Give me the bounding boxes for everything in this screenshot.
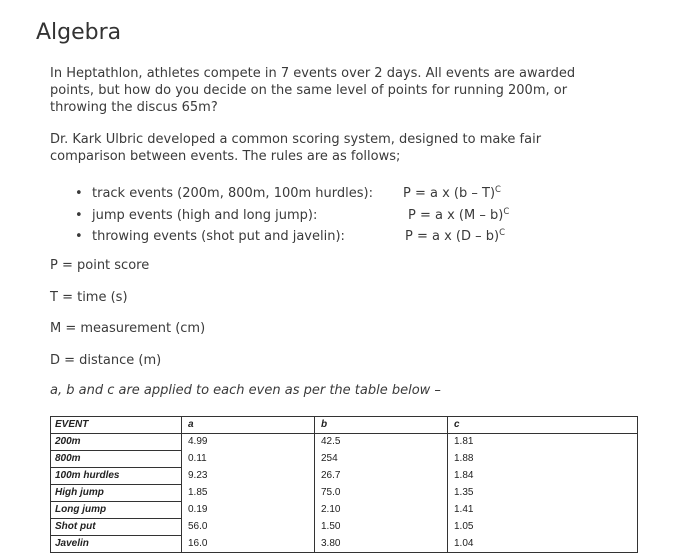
definition-p: P = point score	[50, 258, 150, 273]
event-cell: 100m hurdles	[51, 468, 182, 485]
b-cell: 2.10	[315, 502, 448, 519]
table-note: a, b and c are applied to each even as per the table below –	[50, 383, 441, 398]
a-cell: 0.19	[182, 502, 315, 519]
table-row	[51, 451, 638, 468]
c-cell: 1.41	[448, 502, 638, 519]
rule-formula: P = a x (M – b)$^C$	[408, 206, 510, 223]
definition-t: T = time (s)	[50, 290, 128, 305]
scoring-table	[50, 416, 638, 553]
header-event: EVENT	[51, 417, 182, 434]
bullet: •	[75, 229, 83, 244]
c-cell: 1.05	[448, 519, 638, 536]
event-cell: 800m	[51, 451, 182, 468]
a-cell: 0.11	[182, 451, 315, 468]
definition-d: D = distance (m)	[50, 353, 162, 368]
b-cell: 26.7	[315, 468, 448, 485]
rule-jump	[75, 205, 510, 227]
intro-paragraph: In Heptathlon, athletes compete in 7 events over 2 days. All events are awarded points, but how do you decide on the same level of points for running 200m, or throwing the discus 65m?	[50, 66, 576, 115]
rule-label: track events (200m, 800m, 100m hurdles):	[92, 186, 373, 201]
a-cell: 4.99	[182, 434, 315, 451]
a-cell: 9.23	[182, 468, 315, 485]
table-row	[51, 519, 638, 536]
header-c: c	[448, 417, 638, 434]
rule-throwing	[75, 226, 506, 248]
bullet: •	[75, 186, 83, 201]
c-cell: 1.04	[448, 536, 638, 553]
header-b: b	[315, 417, 448, 434]
b-cell: 75.0	[315, 485, 448, 502]
header-a: a	[182, 417, 315, 434]
c-cell: 1.81	[448, 434, 638, 451]
a-cell: 1.85	[182, 485, 315, 502]
rules-list	[75, 183, 510, 248]
event-cell: 200m	[51, 434, 182, 451]
c-cell: 1.35	[448, 485, 638, 502]
definition-m: M = measurement (cm)	[50, 321, 206, 336]
a-cell: 16.0	[182, 536, 315, 553]
table-row	[51, 468, 638, 485]
rule-label: throwing events (shot put and javelin):	[92, 229, 345, 244]
event-cell: Long jump	[51, 502, 182, 519]
rule-label: jump events (high and long jump):	[92, 207, 318, 223]
b-cell: 42.5	[315, 434, 448, 451]
table-header-row	[51, 417, 638, 434]
c-cell: 1.88	[448, 451, 638, 468]
bullet: •	[75, 207, 83, 223]
c-cell: 1.84	[448, 468, 638, 485]
rule-formula: P = a x (D – b)$^C$	[405, 228, 506, 244]
event-cell: Shot put	[51, 519, 182, 536]
table-row	[51, 502, 638, 519]
table-row	[51, 485, 638, 502]
event-cell: Javelin	[51, 536, 182, 553]
table-row	[51, 434, 638, 451]
description-paragraph: Dr. Kark Ulbric developed a common scoring system, designed to make fair comparison between events. The rules are as follows;	[50, 132, 542, 164]
a-cell: 56.0	[182, 519, 315, 536]
b-cell: 1.50	[315, 519, 448, 536]
b-cell: 254	[315, 451, 448, 468]
rule-formula: P = a x (b – T)$^C$	[403, 185, 501, 201]
event-cell: High jump	[51, 485, 182, 502]
b-cell: 3.80	[315, 536, 448, 553]
rule-track	[75, 183, 501, 205]
page-title: Algebra	[36, 20, 122, 45]
